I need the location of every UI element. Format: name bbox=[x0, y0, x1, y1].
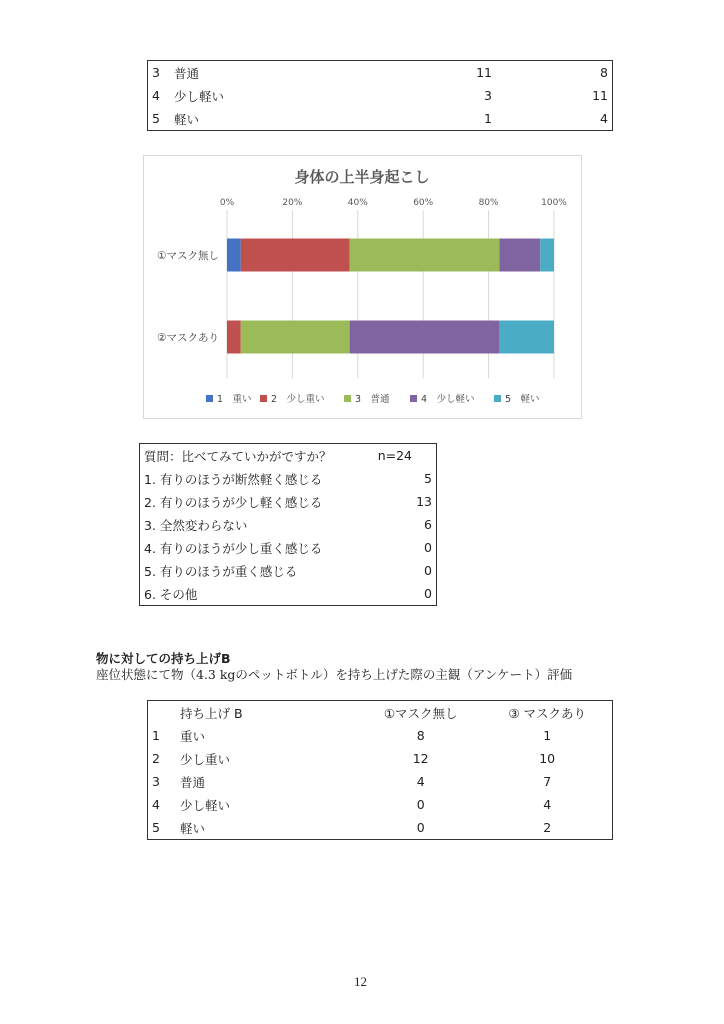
chart-frame bbox=[143, 155, 582, 419]
lift-b-header-row bbox=[148, 701, 613, 725]
question-item bbox=[140, 582, 437, 606]
header-col-b: ③ マスクあり bbox=[508, 705, 587, 721]
question-header-row bbox=[140, 444, 437, 468]
x-tick-label: 20% bbox=[282, 198, 303, 208]
chart-title: 身体の上半身起こし bbox=[294, 168, 430, 186]
row-value-b: 10 bbox=[539, 751, 556, 766]
row-value-b: 7 bbox=[543, 774, 552, 789]
row-value-a: 12 bbox=[412, 751, 429, 766]
bar-segment bbox=[540, 239, 554, 272]
table-row bbox=[148, 724, 613, 747]
header-col-a: ①マスク無し bbox=[383, 705, 458, 721]
question-item-label: 1. 有りのほうが断然軽く感じる bbox=[144, 471, 323, 487]
question-item bbox=[140, 536, 437, 559]
lift-b-body bbox=[148, 724, 613, 840]
lift-b-table bbox=[147, 700, 613, 840]
legend-swatch bbox=[410, 395, 417, 402]
question-item bbox=[140, 559, 437, 582]
row-label: 少し軽い bbox=[174, 88, 225, 104]
question-n: n=24 bbox=[377, 448, 412, 463]
row-value-a: 0 bbox=[416, 797, 425, 812]
legend-label: 4 少し軽い bbox=[421, 394, 475, 405]
x-tick-label: 40% bbox=[347, 198, 368, 208]
table-row bbox=[148, 107, 613, 131]
question-item-label: 3. 全然変わらない bbox=[144, 517, 248, 533]
row-value-b: 2 bbox=[543, 820, 552, 835]
question-item bbox=[140, 513, 437, 536]
row-number: 4 bbox=[152, 797, 160, 812]
question-item-label: 2. 有りのほうが少し軽く感じる bbox=[144, 494, 323, 510]
table-row bbox=[148, 84, 613, 107]
legend-swatch bbox=[206, 395, 213, 402]
legend-label: 1 重い bbox=[217, 394, 252, 405]
table-row bbox=[148, 816, 613, 840]
question-item-label: 6. その他 bbox=[144, 586, 198, 602]
row-number: 3 bbox=[152, 774, 160, 789]
question-item bbox=[140, 490, 437, 513]
row-number: 5 bbox=[152, 111, 160, 126]
question-item-value: 5 bbox=[424, 471, 432, 486]
row-value-a: 0 bbox=[416, 820, 425, 835]
question-item bbox=[140, 467, 437, 490]
table-continued-body bbox=[148, 61, 613, 131]
row-number: 1 bbox=[152, 728, 160, 743]
question-item-value: 6 bbox=[424, 517, 432, 532]
row-label: 軽い bbox=[174, 111, 200, 127]
row-number: 4 bbox=[152, 88, 160, 103]
row-label: 少し軽い bbox=[180, 797, 231, 813]
section-subtitle: 座位状態にて物（4.3 kgのペットボトル）を持ち上げた際の主観（アンケート）評価 bbox=[96, 667, 573, 682]
row-value-b: 4 bbox=[600, 111, 608, 126]
row-value-a: 8 bbox=[416, 728, 425, 743]
question-item-value: 13 bbox=[416, 494, 432, 509]
header-label: 持ち上げ B bbox=[180, 705, 243, 721]
table-row bbox=[148, 61, 613, 85]
row-number: 5 bbox=[152, 820, 160, 835]
category-label: ①マスク無し bbox=[157, 250, 219, 262]
row-value-b: 4 bbox=[543, 797, 552, 812]
legend-swatch bbox=[260, 395, 267, 402]
question-item-label: 5. 有りのほうが重く感じる bbox=[144, 563, 298, 579]
bar-segment bbox=[227, 239, 241, 272]
x-tick-label: 60% bbox=[413, 198, 434, 208]
table-row bbox=[148, 747, 613, 770]
row-label: 重い bbox=[180, 728, 206, 744]
x-tick-label: 0% bbox=[219, 198, 235, 208]
bar-segment bbox=[350, 239, 500, 272]
bar-segment bbox=[241, 239, 350, 272]
section-heading: 物に対しての持ち上げB bbox=[96, 651, 231, 666]
bar-segment bbox=[350, 321, 500, 354]
row-label: 普通 bbox=[174, 65, 200, 81]
table-continued bbox=[147, 60, 613, 131]
header-blank bbox=[148, 701, 177, 725]
x-tick-label: 80% bbox=[478, 198, 499, 208]
legend-swatch bbox=[344, 395, 351, 402]
legend-label: 3 普通 bbox=[355, 394, 390, 405]
page-number: 12 bbox=[354, 974, 367, 989]
bar-segment bbox=[227, 321, 241, 354]
table-row bbox=[148, 793, 613, 816]
row-value-b: 11 bbox=[592, 88, 608, 103]
bar-segment bbox=[499, 239, 540, 272]
bar-segment bbox=[241, 321, 350, 354]
question-item-label: 4. 有りのほうが少し重く感じる bbox=[144, 540, 323, 556]
row-number: 2 bbox=[152, 751, 160, 766]
question-item-value: 0 bbox=[424, 540, 432, 555]
question-title: 質問：比べてみていかがですか？ bbox=[144, 448, 332, 464]
row-value-a: 11 bbox=[476, 65, 492, 80]
table-row bbox=[148, 770, 613, 793]
row-label: 軽い bbox=[180, 820, 206, 836]
x-tick-label: 100% bbox=[541, 198, 567, 208]
legend-swatch bbox=[494, 395, 501, 402]
category-label: ②マスクあり bbox=[157, 332, 219, 344]
legend-label: 5 軽い bbox=[505, 394, 540, 405]
row-value-b: 8 bbox=[600, 65, 608, 80]
row-label: 普通 bbox=[180, 774, 206, 790]
stacked-bar-chart bbox=[144, 156, 581, 418]
question-table bbox=[139, 443, 437, 606]
row-label: 少し重い bbox=[180, 751, 231, 767]
question-item-value: 0 bbox=[424, 563, 432, 578]
row-value-b: 1 bbox=[543, 728, 552, 743]
legend-label: 2 少し重い bbox=[271, 394, 325, 405]
row-number: 3 bbox=[152, 65, 160, 80]
question-items bbox=[140, 467, 437, 606]
question-item-value: 0 bbox=[424, 586, 432, 601]
bar-segment bbox=[499, 321, 554, 354]
row-value-a: 4 bbox=[416, 774, 425, 789]
row-value-a: 1 bbox=[484, 111, 492, 126]
row-value-a: 3 bbox=[484, 88, 492, 103]
